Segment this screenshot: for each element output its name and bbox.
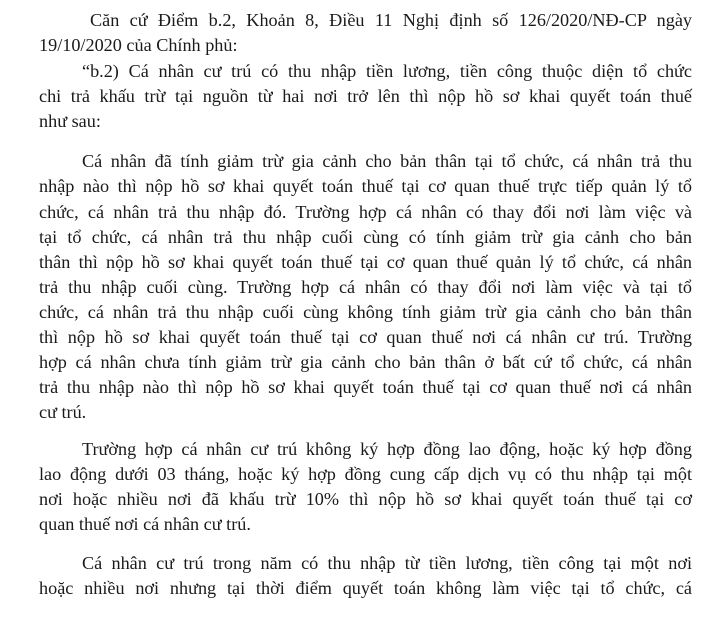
text-line: tại tổ chức, cá nhân trả thu nhập cuối cùng có tính giảm trừ gia cảnh cho bản xyxy=(39,227,692,247)
text-line: trả thu nhập cuối cùng. Trường hợp cá nhân có thay đổi nơi làm việc và tại tổ xyxy=(39,277,692,297)
text-line: hoặc nhiều nơi nhưng tại thời điểm quyết toán không làm việc tại tổ chức, cá xyxy=(39,578,692,598)
text-line: Căn cứ Điểm b.2, Khoản 8, Điều 11 Nghị định số 126/2020/NĐ-CP ngày xyxy=(90,10,692,30)
text-line: chức, cá nhân trả thu nhập đó. Trường hợp cá nhân có thay đổi nơi làm việc và xyxy=(39,202,692,222)
text-line: Cá nhân đã tính giảm trừ gia cảnh cho bản thân tại tổ chức, cá nhân trả thu xyxy=(82,151,692,171)
text-line: 19/10/2020 của Chính phủ: xyxy=(39,35,238,55)
text-line: “b.2) Cá nhân cư trú có thu nhập tiền lương, tiền công thuộc diện tổ chức xyxy=(82,61,692,81)
text-line: Trường hợp cá nhân cư trú không ký hợp đồng lao động, hoặc ký hợp đồng xyxy=(82,439,692,459)
text-line: hợp cá nhân chưa tính giảm trừ gia cảnh cho bản thân ở bất cứ tổ chức, cá nhân xyxy=(39,352,692,372)
text-line: thì nộp hồ sơ khai quyết toán thuế tại cơ quan thuế nơi cá nhân cư trú. Trường xyxy=(39,327,692,347)
text-line: cư trú. xyxy=(39,402,87,422)
text-line: Cá nhân cư trú trong năm có thu nhập từ tiền lương, tiền công tại một nơi xyxy=(82,553,692,573)
text-line: lao động dưới 03 tháng, hoặc ký hợp đồng cung cấp dịch vụ có thu nhập tại một xyxy=(39,464,692,484)
text-line: trả thu nhập nào thì nộp hồ sơ khai quyết toán thuế tại cơ quan thuế nơi cá nhân xyxy=(39,377,692,397)
text-line: nhập nào thì nộp hồ sơ khai quyết toán thuế tại cơ quan thuế trực tiếp quản lý tổ xyxy=(39,176,692,196)
text-line: thân thì nộp hồ sơ khai quyết toán thuế tại cơ quan thuế quản lý tổ chức, cá nhân xyxy=(39,252,692,272)
text-line: quan thuế nơi cá nhân cư trú. xyxy=(39,514,251,534)
text-line: chi trả khấu trừ tại nguồn từ hai nơi trở lên thì nộp hồ sơ khai quyết toán thuế xyxy=(39,86,692,106)
text-line: chức, cá nhân trả thu nhập cuối cùng không tính giảm trừ gia cảnh cho bản thân xyxy=(39,302,692,322)
text-line: nơi hoặc nhiều nơi đã khấu trừ 10% thì nộp hồ sơ khai quyết toán thuế tại cơ xyxy=(39,489,692,509)
text-line: như sau: xyxy=(39,111,101,131)
